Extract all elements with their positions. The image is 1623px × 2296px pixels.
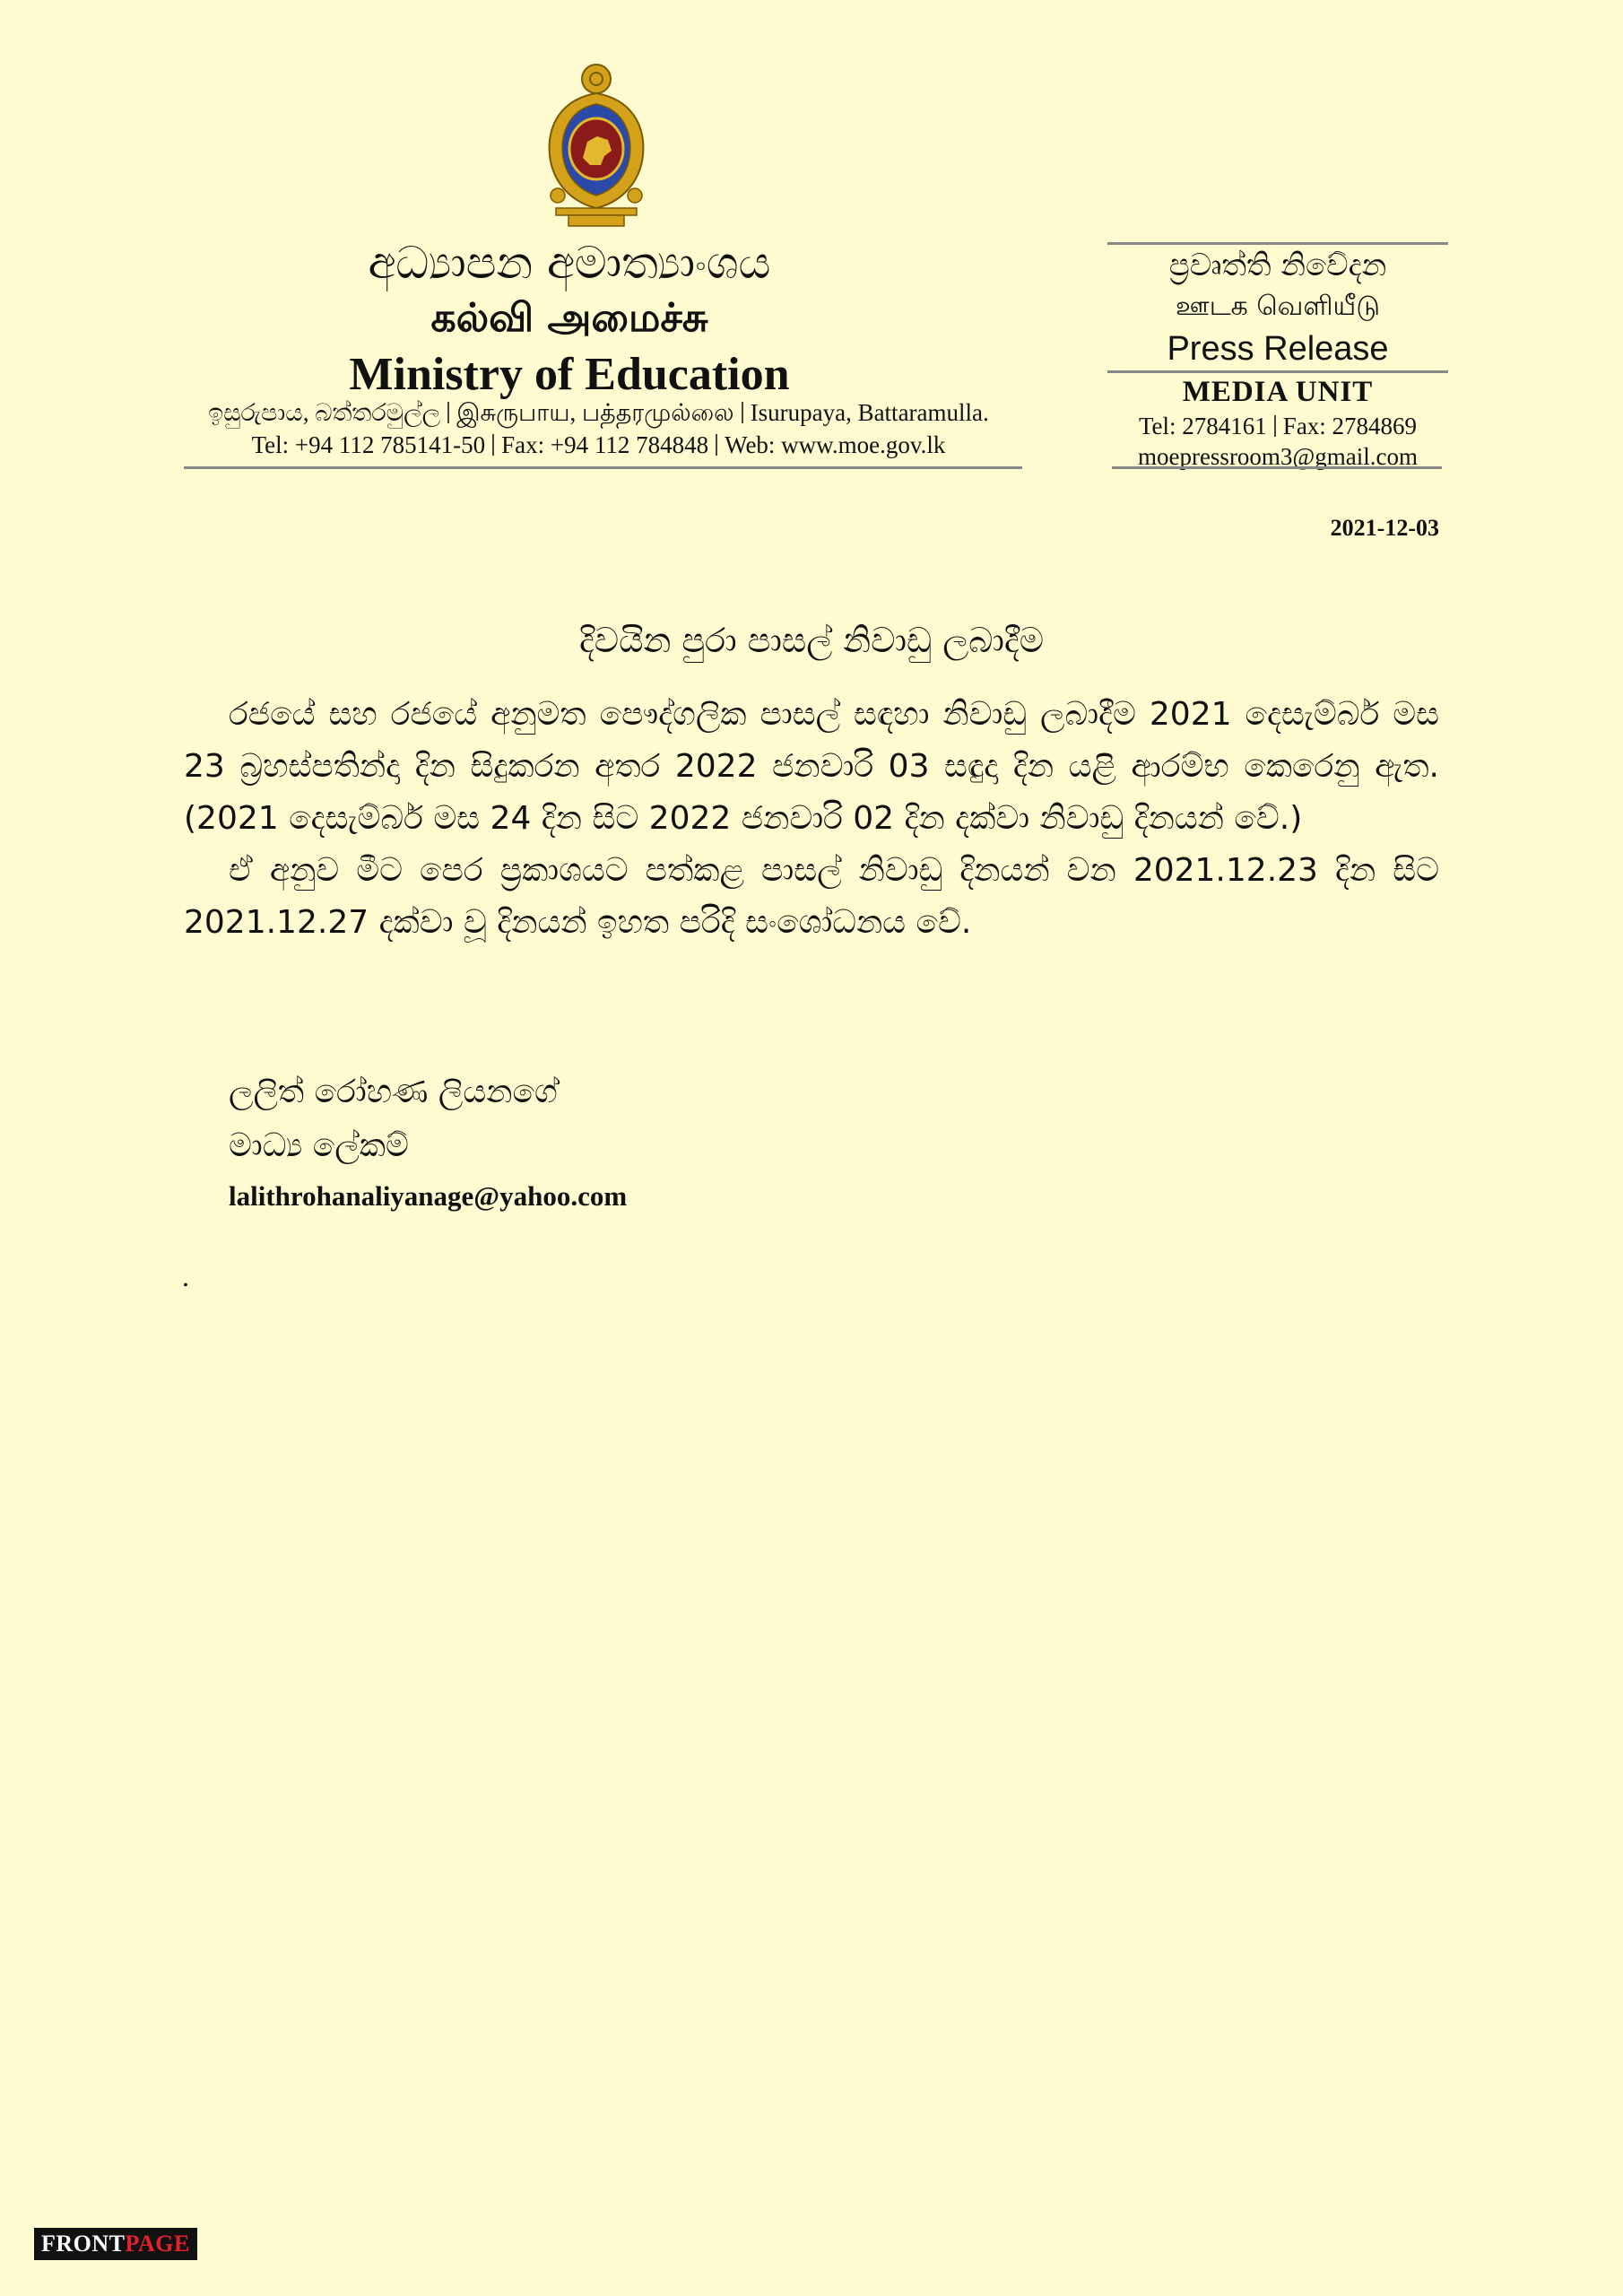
- media-unit-label: MEDIA UNIT: [1182, 376, 1374, 408]
- press-release-english: Press Release: [1167, 330, 1389, 368]
- release-body: [184, 689, 1439, 949]
- address-tamil: இசுருபாய, பத்தரமுல்லை: [456, 399, 734, 426]
- separator: [447, 402, 449, 423]
- ministry-web: Web: www.moe.gov.lk: [725, 431, 946, 458]
- signatory-name: ලලිත් රෝහණ ලියනගේ: [229, 1074, 558, 1110]
- separator: [1274, 415, 1276, 437]
- address-sinhala: ඉසුරුපාය, බත්තරමුල්ල: [208, 399, 441, 426]
- media-unit-email: moepressroom3@gmail.com: [1137, 443, 1419, 470]
- release-title: දිවයින පුරා පාසල් නිවාඩු ලබාදීම: [578, 621, 1045, 660]
- press-release-box: [1107, 242, 1448, 472]
- press-release-sinhala: ප්‍රවෘත්ති නිවේදන: [1168, 248, 1387, 283]
- address-english: Isurupaya, Battaramulla.: [750, 399, 989, 426]
- trailing-mark: .: [182, 1260, 189, 1292]
- media-unit-tel: Tel: 2784161: [1138, 413, 1267, 439]
- watermark-front: FRONT: [41, 2231, 126, 2257]
- release-date: 2021-12-03: [1330, 515, 1439, 541]
- ministry-name-tamil: கல்வி அமைச்சு: [430, 295, 708, 341]
- ministry-contact: [179, 396, 1018, 461]
- media-unit-fax: Fax: 2784869: [1282, 413, 1418, 439]
- watermark-page: PAGE: [125, 2231, 190, 2257]
- address-line: [179, 396, 1018, 429]
- media-unit-phone: [1107, 411, 1448, 441]
- separator: [716, 434, 717, 456]
- ministry-name-sinhala: අධ්‍යාපන අමාත්‍යාංශය: [368, 237, 771, 289]
- press-box-bottom-rule: [1112, 466, 1442, 469]
- paragraph: රජයේ සහ රජයේ අනුමත පෞද්ගලික පාසල් සඳහා නිවාඩු ලබාදීම 2021 දෙසැම්බර් මස 23 බ්‍රහස්පතින්දා දින සිදුකරන අතර 2022 ජනවාරි 03 සඳුදා දින යළි ආරම්භ කෙරෙනු ඇත. (2021 දෙසැම්බර් මස 24 දින සිට 2022 ජනවාරි 02 දින දක්වා නිවාඩු දිනයන් වේ.): [184, 696, 1439, 837]
- press-release-tamil: ஊடக வெளியீடு: [1175, 291, 1381, 322]
- signatory-email: lalithrohanaliyanage@yahoo.com: [229, 1180, 628, 1212]
- frontpage-watermark: [34, 2228, 197, 2260]
- national-emblem-icon: [538, 61, 655, 231]
- ministry-name-english: Ministry of Education: [349, 349, 790, 400]
- separator: [492, 434, 494, 456]
- ministry-fax: Fax: +94 112 784848: [501, 431, 709, 458]
- signature-block: [229, 1065, 627, 1220]
- contact-line: [179, 429, 1018, 461]
- ministry-tel: Tel: +94 112 785141-50: [251, 431, 486, 458]
- paragraph: ඒ අනුව මීට පෙර ප්‍රකාශයට පත්කළ පාසල් නිවාඩු දිනයන් වන 2021.12.23 දින සිට 2021.12.27 දක්වා වූ දිනයන් ඉහත පරිදි සංශෝධනය වේ.: [184, 852, 1439, 941]
- header-divider: [184, 466, 1022, 469]
- signatory-position: මාධ්‍ය ලේකම්: [229, 1127, 409, 1164]
- separator: [742, 402, 743, 423]
- ministry-heading: [179, 235, 959, 404]
